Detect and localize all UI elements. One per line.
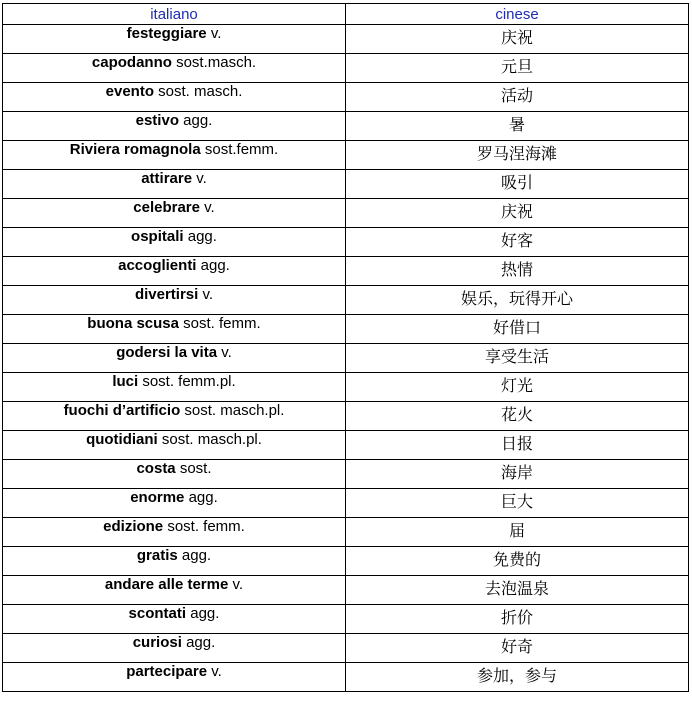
italian-cell: [3, 402, 346, 431]
italian-cell: [3, 286, 346, 315]
chinese-translation: 活动: [346, 83, 689, 112]
table-row: [3, 518, 689, 547]
table-row: [3, 634, 689, 663]
chinese-translation: 灯光: [346, 373, 689, 402]
chinese-translation: 海岸: [346, 460, 689, 489]
part-of-speech: v.: [228, 576, 244, 593]
italian-cell: [3, 634, 346, 663]
italian-cell: [3, 489, 346, 518]
table-row: [3, 112, 689, 141]
chinese-translation: 享受生活: [346, 344, 689, 373]
part-of-speech: agg.: [186, 605, 220, 622]
chinese-translation: 元旦: [346, 54, 689, 83]
italian-cell: [3, 257, 346, 286]
table-row: [3, 25, 689, 54]
italian-word: quotidiani: [86, 431, 158, 448]
italian-word: divertirsi: [134, 286, 199, 303]
table-header-row: [3, 4, 689, 25]
italian-word: luci: [112, 373, 139, 390]
italian-word: partecipare: [126, 663, 208, 680]
table-row: [3, 286, 689, 315]
table-row: [3, 141, 689, 170]
table-row: [3, 373, 689, 402]
table-row: [3, 170, 689, 199]
part-of-speech: sost. femm.: [179, 315, 261, 332]
chinese-translation: 罗马涅海滩: [346, 141, 689, 170]
table-row: [3, 199, 689, 228]
table-row: [3, 489, 689, 518]
chinese-translation: 折价: [346, 605, 689, 634]
table-row: [3, 663, 689, 692]
table-row: [3, 54, 689, 83]
italian-word: celebrare: [133, 199, 200, 216]
header-chinese: cinese: [346, 4, 689, 25]
part-of-speech: agg.: [178, 112, 213, 129]
chinese-translation: 庆祝: [346, 199, 689, 228]
italian-cell: [3, 54, 346, 83]
chinese-translation: 热情: [346, 257, 689, 286]
table-row: [3, 315, 689, 344]
part-of-speech: v.: [217, 344, 232, 361]
italian-cell: [3, 373, 346, 402]
chinese-translation: 庆祝: [346, 25, 689, 54]
italian-word: edizione: [103, 518, 164, 535]
italian-word: curiosi: [132, 634, 182, 651]
italian-cell: [3, 112, 346, 141]
italian-cell: [3, 547, 346, 576]
part-of-speech: sost. femm.: [163, 518, 245, 535]
chinese-translation: 巨大: [346, 489, 689, 518]
table-row: [3, 228, 689, 257]
table-row: [3, 576, 689, 605]
chinese-translation: 好借口: [346, 315, 689, 344]
part-of-speech: agg.: [181, 634, 216, 651]
italian-cell: [3, 576, 346, 605]
italian-cell: [3, 663, 346, 692]
italian-cell: [3, 228, 346, 257]
table-row: [3, 402, 689, 431]
table-row: [3, 344, 689, 373]
chinese-translation: 吸引: [346, 170, 689, 199]
italian-cell: [3, 605, 346, 634]
part-of-speech: agg.: [196, 257, 230, 274]
italian-cell: [3, 170, 346, 199]
italian-word: scontati: [128, 605, 187, 622]
part-of-speech: sost.: [175, 460, 212, 477]
italian-cell: [3, 344, 346, 373]
italian-cell: [3, 25, 346, 54]
italian-cell: [3, 83, 346, 112]
italian-cell: [3, 431, 346, 460]
italian-word: costa: [136, 460, 176, 477]
italian-word: Riviera romagnola: [69, 141, 201, 158]
part-of-speech: v.: [199, 199, 215, 216]
chinese-translation: 娱乐，玩得开心: [346, 286, 689, 315]
part-of-speech: v.: [192, 170, 207, 187]
chinese-translation: 日报: [346, 431, 689, 460]
italian-cell: [3, 199, 346, 228]
italian-word: attirare: [141, 170, 193, 187]
part-of-speech: v.: [198, 286, 214, 303]
table-row: [3, 83, 689, 112]
part-of-speech: sost. masch.: [154, 83, 243, 100]
chinese-translation: 花火: [346, 402, 689, 431]
chinese-translation: 去泡温泉: [346, 576, 689, 605]
italian-word: evento: [105, 83, 154, 100]
chinese-translation: 好奇: [346, 634, 689, 663]
part-of-speech: sost.masch.: [171, 54, 257, 71]
italian-word: buona scusa: [87, 315, 179, 332]
chinese-translation: 参加，参与: [346, 663, 689, 692]
part-of-speech: agg.: [184, 489, 218, 506]
table-row: [3, 257, 689, 286]
italian-word: andare alle terme: [104, 576, 229, 593]
italian-word: ospitali: [131, 228, 184, 245]
part-of-speech: v.: [206, 25, 222, 42]
chinese-translation: 暑: [346, 112, 689, 141]
chinese-translation: 届: [346, 518, 689, 547]
part-of-speech: sost. masch.pl.: [180, 402, 285, 419]
part-of-speech: sost. masch.pl.: [157, 431, 262, 448]
italian-cell: [3, 460, 346, 489]
italian-word: fuochi d’artificio: [63, 402, 181, 419]
italian-word: enorme: [130, 489, 185, 506]
header-italian: italiano: [3, 4, 346, 25]
table-body: [3, 25, 689, 692]
italian-word: godersi la vita: [116, 344, 218, 361]
part-of-speech: sost.femm.: [200, 141, 279, 158]
part-of-speech: v.: [207, 663, 222, 680]
italian-cell: [3, 141, 346, 170]
table-row: [3, 431, 689, 460]
chinese-translation: 免费的: [346, 547, 689, 576]
chinese-translation: 好客: [346, 228, 689, 257]
table-row: [3, 605, 689, 634]
italian-word: festeggiare: [126, 25, 207, 42]
part-of-speech: agg.: [177, 547, 212, 564]
vocabulary-table: [2, 3, 689, 692]
table-row: [3, 460, 689, 489]
italian-word: accoglienti: [118, 257, 197, 274]
italian-word: estivo: [135, 112, 179, 129]
italian-cell: [3, 315, 346, 344]
part-of-speech: agg.: [183, 228, 217, 245]
part-of-speech: sost. femm.pl.: [138, 373, 236, 390]
italian-cell: [3, 518, 346, 547]
table-row: [3, 547, 689, 576]
italian-word: capodanno: [91, 54, 172, 71]
italian-word: gratis: [136, 547, 178, 564]
